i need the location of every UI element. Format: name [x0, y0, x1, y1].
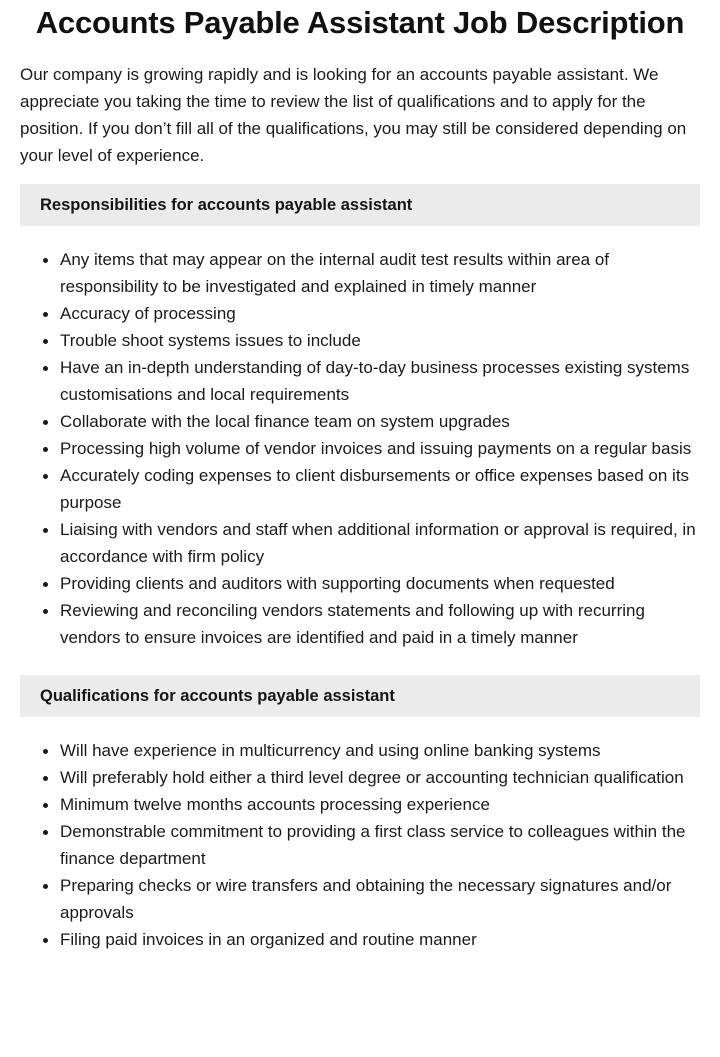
list-item: Demonstrable commitment to providing a first class service to colleagues within the finance department	[60, 818, 700, 872]
intro-paragraph: Our company is growing rapidly and is looking for an accounts payable assistant. We appreciate you taking the time to review the list of qualifications and to apply for the position. If you don’t fill all of the qualifications, you may still be considered depending on your level of experience.	[20, 65, 687, 165]
responsibilities-section	[20, 184, 700, 651]
list-item: Reviewing and reconciling vendors statements and following up with recurring vendors to ensure invoices are identified and paid in a timely manner	[60, 597, 700, 651]
list-item: Accuracy of processing	[60, 300, 700, 327]
list-item: Minimum twelve months accounts processing experience	[60, 791, 700, 818]
section-spacer	[20, 651, 700, 675]
page-title: Accounts Payable Assistant Job Description	[35, 5, 685, 40]
list-item: Liaising with vendors and staff when additional information or approval is required, in accordance with firm policy	[60, 516, 700, 570]
list-item: Will preferably hold either a third level degree or accounting technician qualification	[60, 764, 700, 791]
list-item: Will have experience in multicurrency and using online banking systems	[60, 737, 700, 764]
qualifications-section	[20, 675, 700, 953]
responsibilities-heading: Responsibilities for accounts payable assistant	[20, 184, 700, 226]
qualifications-list	[20, 737, 700, 953]
list-item: Collaborate with the local finance team on system upgrades	[60, 408, 700, 435]
list-item: Filing paid invoices in an organized and routine manner	[60, 926, 700, 953]
list-item: Processing high volume of vendor invoices and issuing payments on a regular basis	[60, 435, 700, 462]
qualifications-heading: Qualifications for accounts payable assistant	[20, 675, 700, 717]
list-item: Accurately coding expenses to client disbursements or office expenses based on its purpose	[60, 462, 700, 516]
responsibilities-list	[20, 246, 700, 651]
list-item: Any items that may appear on the internal audit test results within area of responsibility to be investigated and explained in timely manner	[60, 246, 700, 300]
list-item: Trouble shoot systems issues to include	[60, 327, 700, 354]
list-item: Have an in-depth understanding of day-to-day business processes existing systems customisations and local requirements	[60, 354, 700, 408]
list-item: Providing clients and auditors with supporting documents when requested	[60, 570, 700, 597]
list-item: Preparing checks or wire transfers and obtaining the necessary signatures and/or approvals	[60, 872, 700, 926]
